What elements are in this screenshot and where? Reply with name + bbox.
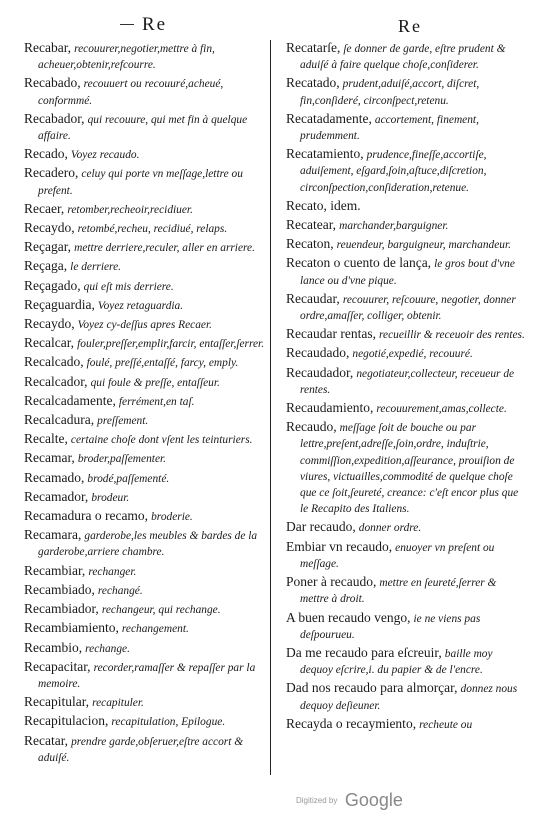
digitized-watermark [296,790,403,811]
dictionary-entry [24,601,272,618]
dictionary-entry [24,431,272,448]
entry-definition: certaine choſe dont vſent les teinturiers. [70,434,253,447]
dictionary-entry [24,694,272,711]
entry-definition: qui eſt mis derriere. [83,280,174,293]
entry-definition: le gros bout d'vne lance ou d'vne pique. [300,258,515,287]
entry-definition: Voyez retaguardia. [97,299,184,312]
entry-headword: Recaydo, [24,316,75,332]
dictionary-entry [286,255,526,288]
entry-headword: Recalcadura, [24,412,95,428]
entry-definition: prudent,aduiſé,accort, diſcret, fin,conſideré, circonſpect,retenu. [300,78,480,107]
entry-definition: negotié,expedié, recouuré. [352,348,473,361]
entry-definition: rechangé. [97,584,143,597]
dictionary-entry [24,659,272,692]
entry-headword: Recamadura o recamo, [24,508,149,524]
header-right: Re [398,16,422,36]
entry-definition: accortement, finement, prudemment. [300,113,479,143]
dictionary-entry [286,111,526,144]
dictionary-entry [24,527,272,560]
entry-definition: ferrément,en taſ. [118,395,195,408]
left-column [24,40,272,768]
entry-definition: rechange. [85,642,130,655]
entry-definition: rechangement. [121,623,189,636]
dictionary-entry [286,519,526,536]
dictionary-entry [24,582,272,599]
entry-definition: retomber,recheoir,recidiuer. [67,203,193,216]
entry-definition: mettre derriere,reculer, aller en arriere. [74,242,255,255]
entry-definition: recouuert ou recouuré,acheué, conformmé. [38,78,224,107]
entry-headword: Recalcado, [24,354,84,370]
entry-definition: ie ne viens pas deſpourueu. [300,612,481,641]
entry-headword: Recabar, [24,40,72,55]
dictionary-entry [286,291,526,324]
entry-headword: Recabado, [24,75,81,91]
digitized-label: Digitized by [296,796,338,805]
entry-definition: Voyez recaudo. [70,149,140,162]
entry-definition: rechanger. [88,565,137,578]
entry-headword: Embiar vn recaudo, [286,538,393,554]
dictionary-entry [286,365,526,398]
dictionary-entry [24,258,272,275]
dictionary-entry [286,716,526,733]
entry-definition: recouurer, reſcouure, negotier, donner ordre,amaſſer, colliger, obtenir. [300,293,516,323]
dictionary-entry [286,40,526,73]
entry-headword: Recapitulacion, [24,713,109,729]
dictionary-entry [24,563,272,580]
entry-definition: prudence,fineſſe,accortiſe, aduiſement, eſgard,ſoin,aſtuce,diſcretion, circonſpection,conſideration,retenue. [300,149,487,194]
entry-headword: Recambio, [24,639,83,655]
entry-definition: recapitulation, Epilogue. [111,716,226,729]
entry-definition: mettre en ſeureté,ſerrer & mettre à droit. [300,577,497,606]
dictionary-entry [286,75,526,108]
entry-definition: broderie. [151,511,193,524]
entry-definition: recorder,ramaſſer & repaſſer par la memoire. [38,661,256,690]
entry-headword: Recaudo, [286,419,337,435]
dictionary-entry [24,412,272,429]
entry-definition: donnez nous dequoy deſieuner. [300,683,518,712]
entry-headword: Recapitular, [24,694,90,710]
dictionary-entry [24,201,272,218]
dictionary-entry [24,713,272,730]
entry-headword: Recabador, [24,110,85,126]
dictionary-entry [24,146,272,163]
entry-definition: recouurer,negotier,mettre à fin, acheuer,obtenir,refcourre. [38,43,215,72]
entry-headword: Recaudamiento, [286,400,374,416]
entry-headword: Reçagar, [24,239,72,255]
entry-definition: prendre garde,obſeruer,eſtre accort & aduiſé. [38,735,244,764]
entry-definition: qui foule & preſſe, entaſſeur. [90,376,220,389]
entry-headword: Reçagado, [24,277,81,293]
entry-headword: Recatarſe, [286,40,341,55]
entry-definition: baille moy dequoy eſcrire,i. du papier & de l'encre. [300,647,493,677]
dictionary-entry [286,680,526,713]
entry-headword: Da me recaudo para eſcreuir, [286,644,442,660]
dictionary-entry [286,610,526,643]
entry-definition: rechangeur, qui rechange. [101,604,221,617]
entry-definition: marchander,barguigner. [339,220,449,233]
google-logo: Google [344,790,403,810]
entry-headword: Recamara, [24,527,82,543]
dictionary-entry [24,508,272,525]
dictionary-entry [24,393,272,410]
entry-definition: recueillir & receuoir des rentes. [379,329,525,342]
entry-definition: le derriere. [70,261,121,274]
dictionary-entry [24,278,272,295]
entry-headword: Recado, [24,146,68,162]
dictionary-entry [24,620,272,637]
entry-definition: reuendeur, barguigneur, marchandeur. [336,239,511,252]
entry-definition: enuoyer vn preſent ou meſſage. [300,541,495,570]
entry-headword: Dar recaudo, [286,519,356,535]
dictionary-entry [24,220,272,237]
entry-definition: broder,paſſementer. [77,453,167,466]
entry-definition: preſſement. [97,415,149,428]
dictionary-entry [286,400,526,417]
entry-definition: retombé,recheu, recidiué, relaps. [77,223,228,236]
entry-definition: recouurement,amas,collecte. [376,403,507,416]
entry-headword: Recambiar, [24,562,86,578]
entry-headword: Recaydo, [24,220,75,236]
dictionary-entry [24,165,272,198]
dictionary-entry [24,470,272,487]
dictionary-entry [24,733,272,766]
dictionary-entry [24,316,272,333]
entry-definition: Voyez cy-deſſus apres Recaer. [77,319,212,332]
entry-definition: foulé, preſſé,entaſſé, farcy, emply. [86,357,239,370]
dictionary-entry [24,40,272,73]
entry-definition: ſe donner de garde, eſtre prudent & aduiſé à faire quelque choſe,conſiderer. [300,43,506,72]
column-divider [270,40,271,775]
entry-headword: Recaudar rentas, [286,326,376,342]
dictionary-entry [24,75,272,108]
entry-headword: Recalcador, [24,373,88,389]
dictionary-entry [286,146,526,196]
entry-definition: recheute ou [419,718,473,731]
entry-headword: Reçaga, [24,258,68,274]
dictionary-entry [286,419,526,517]
header-left: Re [142,14,168,35]
entry-headword: Poner à recaudo, [286,574,377,590]
entry-definition: brodé,paſſementé. [87,472,170,485]
entry-headword: Recaton, [286,236,334,252]
entry-headword: Recadero, [24,165,79,181]
dictionary-entry [286,645,526,678]
entry-headword: Recamado, [24,469,85,485]
dictionary-entry [286,217,526,234]
entry-definition: donner ordre. [358,522,422,535]
entry-definition: meſſage ſoit de bouche ou par lettre,preſent,adreſſe,ſoin,ordre, induſtrie, commiſſion,expedition,aſſeurance, prouiſion de viures, victuailles,commodité de quelque choſe que ce ſoit,ſeureté, creance: c'eſt encor plus que le Recapito des Italiens. [300,422,519,516]
dictionary-entry [24,239,272,256]
entry-definition: qui recouure, qui met fin à quelque affaire. [38,113,248,143]
entry-definition: garderobe,les meubles & bardes de la garderobe,arriere chambre. [38,530,258,559]
entry-headword: Recalte, [24,431,68,447]
dictionary-entry [286,574,526,607]
entry-headword: Recamar, [24,450,75,466]
dictionary-entry [286,326,526,343]
right-column [286,40,526,735]
entry-headword: Recatar, [24,732,69,748]
entry-definition: fouler,preſſer,emplir,farcir, entaſſer,ſerrer. [77,338,265,351]
dictionary-entry [24,489,272,506]
entry-headword: Recambiador, [24,601,99,617]
dictionary-entry [24,374,272,391]
entry-headword: Recaudador, [286,364,354,380]
dictionary-entry [24,450,272,467]
entry-definition: recapituler. [92,697,144,710]
entry-definition: brodeur. [91,491,130,504]
entry-headword: Reçaguardia, [24,296,95,312]
entry-headword: Recatado, [286,75,340,91]
dictionary-entry [24,335,272,352]
entry-headword: Recaton o cuento de lança, [286,255,432,271]
entry-headword: Recato, idem. [286,197,361,213]
entry-definition: celuy qui porte vn meſſage,lettre ou prefent. [38,168,243,197]
entry-headword: Recalcar, [24,335,75,351]
header-dash [120,24,134,25]
entry-headword: Recalcadamente, [24,392,116,408]
entry-headword: Recatear, [286,217,337,233]
dictionary-entry [24,354,272,371]
entry-headword: Recamador, [24,488,89,504]
page-header [0,14,552,40]
entry-definition: negotiateur,collecteur, receueur de rentes. [300,367,515,396]
entry-headword: Recaer, [24,200,65,216]
entry-headword: Recatadamente, [286,110,372,126]
dictionary-entry [286,236,526,253]
entry-headword: Recambiamiento, [24,620,119,636]
dictionary-entry [286,345,526,362]
entry-headword: Recambiado, [24,581,95,597]
dictionary-entry [24,640,272,657]
entry-headword: Recaudado, [286,345,350,361]
entry-headword: Recatamiento, [286,146,364,162]
dictionary-entry [286,539,526,572]
dictionary-entry [24,297,272,314]
dictionary-entry [286,198,526,215]
entry-headword: A buen recaudo vengo, [286,609,411,625]
entry-headword: Recaudar, [286,290,340,306]
entry-headword: Recapacitar, [24,658,91,674]
entry-headword: Dad nos recaudo para almorçar, [286,680,458,696]
dictionary-entry [24,111,272,144]
entry-headword: Recayda o recaymiento, [286,715,417,731]
